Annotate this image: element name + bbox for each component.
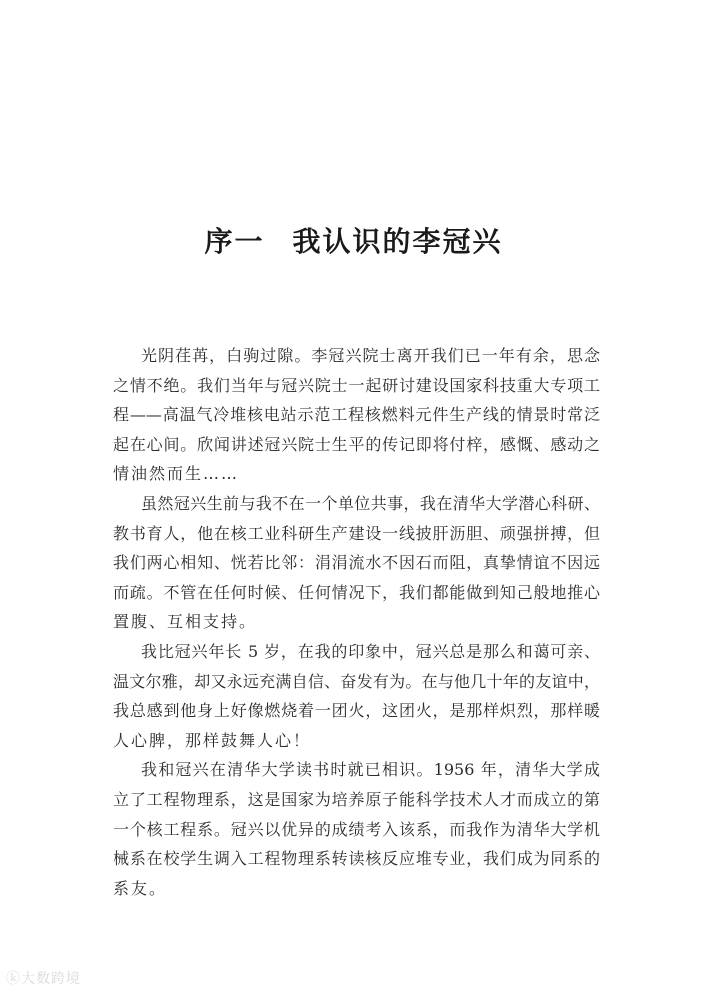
text-line: 程——高温气冷堆核电站示范工程核燃料元件生产线的情景时常泛	[113, 405, 600, 425]
text-line: 光阴荏苒，白驹过隙。李冠兴院士离开我们已一年有余，思念	[141, 346, 600, 365]
document-body	[113, 341, 600, 903]
text-line: 我总感到他身上好像燃烧着一团火，这团火，是那样炽烈，那样暖	[113, 701, 600, 721]
text-line: 之情不绝。我们当年与冠兴院士一起研讨建设国家科技重大专项工	[113, 375, 600, 395]
text-line: 温文尔雅，却又永远充满自信、奋发有为。在与他几十年的友谊中，	[113, 671, 600, 691]
text-line: 械系在校学生调入工程物理系转读核反应堆专业，我们成为同系的	[113, 849, 600, 869]
text-line: 置腹、互相支持。	[113, 612, 258, 632]
paragraph	[113, 341, 600, 489]
paragraph	[113, 489, 600, 637]
text-line: 情油然而生……	[113, 464, 240, 484]
text-line: 虽然冠兴生前与我不在一个单位共事，我在清华大学潜心科研、	[141, 493, 600, 513]
text-line: 立了工程物理系，这是国家为培养原子能科学技术人才而成立的第	[113, 789, 600, 809]
text-line: 我比冠兴年长 5 岁，在我的印象中，冠兴总是那么和蔼可亲、	[141, 641, 600, 661]
paragraph	[113, 755, 600, 903]
text-line: 我们两心相知、恍若比邻：涓涓流水不因石而阻，真挚情谊不因远	[113, 553, 600, 573]
page-title	[0, 220, 707, 260]
text-line: 系友。	[113, 878, 168, 898]
text-line: 教书育人，他在核工业科研生产建设一线披肝沥胆、顽强拼搏，但	[113, 523, 600, 543]
text-line: 而疏。不管在任何时候、任何情况下，我们都能做到知己般地推心	[113, 582, 600, 602]
text-line: 我和冠兴在清华大学读书时就已相识。1956 年，清华大学成	[141, 760, 600, 780]
title-main: 我认识的李冠兴	[292, 225, 503, 258]
watermark-logo: ⓚ大数跨境	[6, 971, 81, 987]
text-line: 人心脾，那样鼓舞人心！	[113, 730, 312, 750]
paragraph	[113, 637, 600, 755]
text-line: 一个核工程系。冠兴以优异的成绩考入该系，而我作为清华大学机	[113, 819, 600, 839]
text-line: 起在心间。欣闻讲述冠兴院士生平的传记即将付梓，感慨、感动之	[113, 434, 600, 454]
title-section-label: 序一	[204, 225, 265, 258]
